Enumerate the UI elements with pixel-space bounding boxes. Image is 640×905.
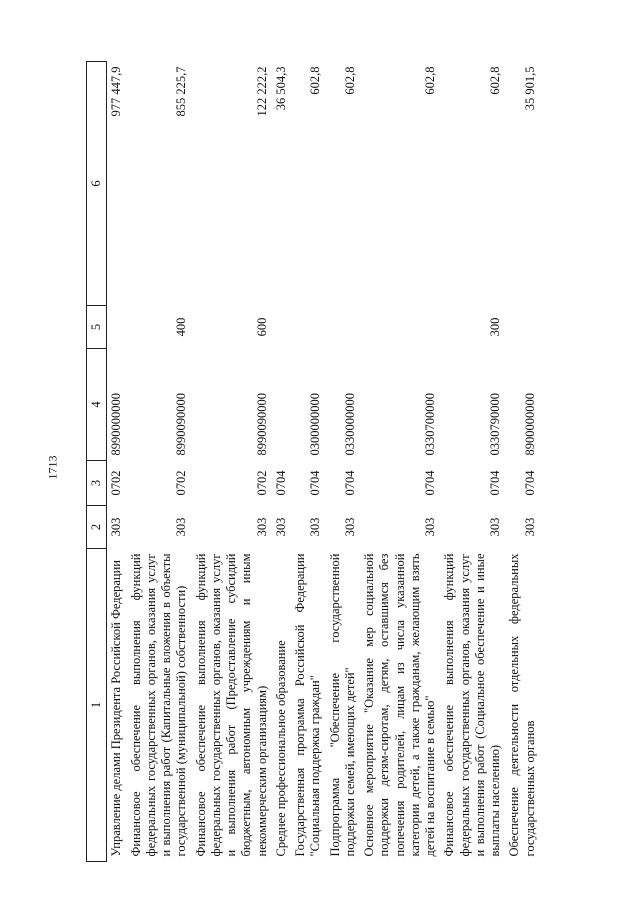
row-expense-type: 600 xyxy=(254,317,269,337)
row-amount: 602,8 xyxy=(342,66,357,95)
row-name: Финансовое обеспечение выполнения функций федеральных государственных органов, оказания услуг и выполнения работ (Социальное обеспечение и иные выплаты населению) xyxy=(442,553,502,857)
row-amount: 977 447,9 xyxy=(109,66,124,117)
row-section-code: 0702 xyxy=(109,470,124,496)
row-admin-code: 303 xyxy=(423,517,437,537)
row-name: Финансовое обеспечение выполнения функций федеральных государственных органов, оказания услуг и выполнения работ (Капитальные вложения в объекты государственной (муниципальной) собственности) xyxy=(128,553,189,857)
table-row xyxy=(505,62,540,862)
row-section-code: 0704 xyxy=(342,470,357,496)
row-name: Обеспечение деятельности отдельных федеральных государственных органов xyxy=(507,553,537,857)
column-header-2: 2 xyxy=(87,506,107,549)
row-expense-type xyxy=(107,306,127,349)
row-expense-type xyxy=(505,306,540,349)
row-section-code: 0704 xyxy=(273,470,288,496)
row-name: Основное мероприятие "Оказание мер социальной поддержки детям-сиротам, детям, оставшимся без попечения родителей, лицам из числа указанной категории детей, а также гражданам, желающим взять детей на воспитание в семью" xyxy=(362,553,437,857)
column-header-4: 4 xyxy=(87,349,107,461)
row-target-code: 8990090000 xyxy=(254,393,269,456)
row-amount: 855 225,7 xyxy=(174,66,189,117)
row-amount: 602,8 xyxy=(423,66,437,95)
row-name: Подпрограмма "Обеспечение государственной поддержки семей, имеющих детей" xyxy=(327,553,357,857)
row-amount: 35 901,5 xyxy=(522,66,537,111)
row-admin-code: 303 xyxy=(174,517,189,537)
row-section-code: 0704 xyxy=(423,470,437,496)
rotated-table-container xyxy=(86,62,586,862)
row-target-code: 8990090000 xyxy=(174,393,189,456)
row-amount: 122 222,2 xyxy=(254,66,269,117)
page-number: 1713 xyxy=(45,455,60,480)
row-target-code: 0330700000 xyxy=(423,393,437,456)
row-amount: 602,8 xyxy=(308,66,323,95)
table-row xyxy=(127,62,192,862)
row-admin-code: 303 xyxy=(488,517,502,537)
row-admin-code: 303 xyxy=(109,517,124,537)
table-row xyxy=(192,62,272,862)
row-name: Среднее профессиональное образование xyxy=(273,640,288,857)
row-target-code: 0300000000 xyxy=(308,393,323,456)
row-amount: 36 504,3 xyxy=(273,66,288,111)
row-section-code: 0704 xyxy=(308,470,323,496)
row-target-code xyxy=(272,349,291,461)
table-row xyxy=(440,62,505,862)
row-target-code: 0330000000 xyxy=(342,393,357,456)
row-section-code: 0704 xyxy=(488,470,502,496)
row-section-code: 0702 xyxy=(254,470,269,496)
column-header-1: 1 xyxy=(87,549,107,862)
row-admin-code: 303 xyxy=(254,517,269,537)
row-expense-type xyxy=(291,306,326,349)
table-row xyxy=(291,62,326,862)
table-row xyxy=(107,62,127,862)
row-expense-type: 300 xyxy=(488,317,502,337)
row-section-code: 0704 xyxy=(522,470,537,496)
row-target-code: 8990000000 xyxy=(109,393,124,456)
column-header-5: 5 xyxy=(87,306,107,349)
table-row xyxy=(326,62,361,862)
budget-table xyxy=(86,61,540,862)
row-admin-code: 303 xyxy=(308,517,323,537)
row-expense-type xyxy=(360,306,440,349)
row-name: Государственная программа Российской Федерации "Социальная поддержка граждан" xyxy=(293,553,323,857)
row-admin-code: 303 xyxy=(522,517,537,537)
row-admin-code: 303 xyxy=(342,517,357,537)
header-row xyxy=(87,62,107,862)
row-expense-type xyxy=(272,306,291,349)
row-target-code: 8900000000 xyxy=(522,393,537,456)
column-header-6: 6 xyxy=(87,62,107,306)
table-row xyxy=(272,62,291,862)
row-amount: 602,8 xyxy=(488,66,502,95)
row-name: Управление делами Президента Российской Федерации xyxy=(109,560,124,857)
row-name: Финансовое обеспечение выполнения функций федеральных государственных органов, оказания услуг и выполнения работ (Предоставление субсидий бюджетным, автономным учреждениям и иным некоммерческим организациям) xyxy=(193,553,269,857)
row-expense-type: 400 xyxy=(174,317,189,337)
row-section-code: 0702 xyxy=(174,470,189,496)
table-row xyxy=(360,62,440,862)
row-expense-type xyxy=(326,306,361,349)
table-body xyxy=(107,62,540,862)
column-header-3: 3 xyxy=(87,461,107,506)
table-header xyxy=(87,62,107,862)
row-admin-code: 303 xyxy=(273,517,288,537)
row-target-code: 0330790000 xyxy=(488,393,502,456)
